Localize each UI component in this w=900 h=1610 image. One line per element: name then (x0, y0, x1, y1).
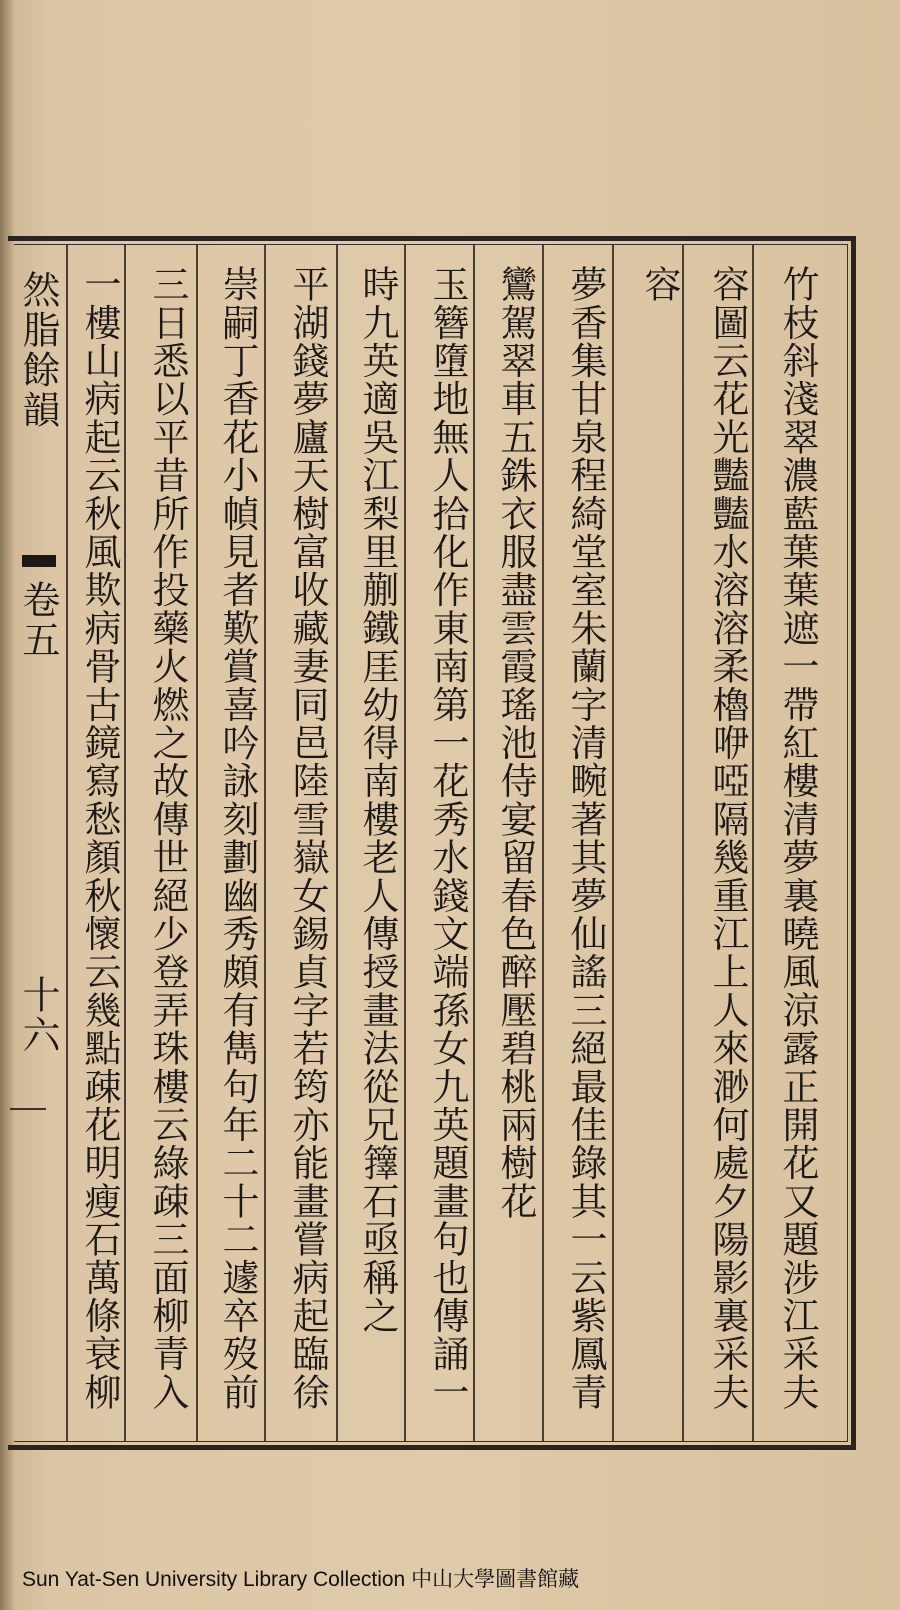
column-rule (404, 245, 406, 1441)
volume-label: 卷五 (16, 580, 60, 660)
text-column-6: 玉簪墮地無人拾化作東南第一花秀水錢文端孫女九英題畫句也傳誦一 (426, 265, 469, 1411)
text-column-3: 容 (638, 265, 681, 304)
column-rule (542, 245, 544, 1441)
margin-title: 然脂餘韻 (16, 270, 60, 430)
text-column-4: 夢香集甘泉程綺堂室朱蘭字清畹著其夢仙謠三絕最佳錄其一云紫鳳青 (564, 265, 607, 1411)
text-column-7: 時九英適吳江梨里蒯鐵厓幼得南樓老人傳授畫法從兄籜石亟稱之 (356, 265, 399, 1335)
text-column-10: 三日悉以平昔所作投藥火燃之故傳世絕少登弄珠樓云綠疎三面柳青入 (146, 265, 189, 1411)
margin-rule (10, 1108, 46, 1110)
column-rule (752, 245, 754, 1441)
text-column-8: 平湖錢夢廬天樹富收藏妻同邑陸雪嶽女錫貞字若筠亦能畫嘗病起臨徐 (286, 265, 329, 1411)
column-rule (66, 245, 68, 1441)
text-column-9: 崇嗣丁香花小幀見者歎賞喜吟詠刻劃幽秀頗有雋句年二十二遽卒歿前 (216, 265, 259, 1411)
fishtail-mark (22, 555, 56, 567)
text-column-2: 容圖云花光豔豔水溶溶柔櫓咿啞隔幾重江上人來渺何處夕陽影裏采夫 (706, 265, 749, 1411)
text-column-1: 竹枝斜淺翠濃藍葉葉遮一帶紅樓清夢裏曉風涼露正開花又題涉江采夫 (776, 265, 819, 1411)
library-caption: Sun Yat-Sen University Library Collection 中山大學圖書館藏 (22, 1568, 580, 1591)
page-number: 十六 (16, 975, 60, 1055)
column-rule (682, 245, 684, 1441)
column-rule (473, 245, 475, 1441)
column-rule (336, 245, 338, 1441)
column-rule (124, 245, 126, 1441)
column-rule (612, 245, 614, 1441)
column-rule (196, 245, 198, 1441)
text-column-5: 鸞駕翠車五銖衣服盡雲霞瑤池侍宴留春色醉壓碧桃兩樹花 (494, 265, 537, 1220)
text-column-11: 一樓山病起云秋風欺病骨古鏡寫愁顏秋懷云幾點疎花明瘦石萬條衰柳 (78, 265, 121, 1411)
column-rule (264, 245, 266, 1441)
